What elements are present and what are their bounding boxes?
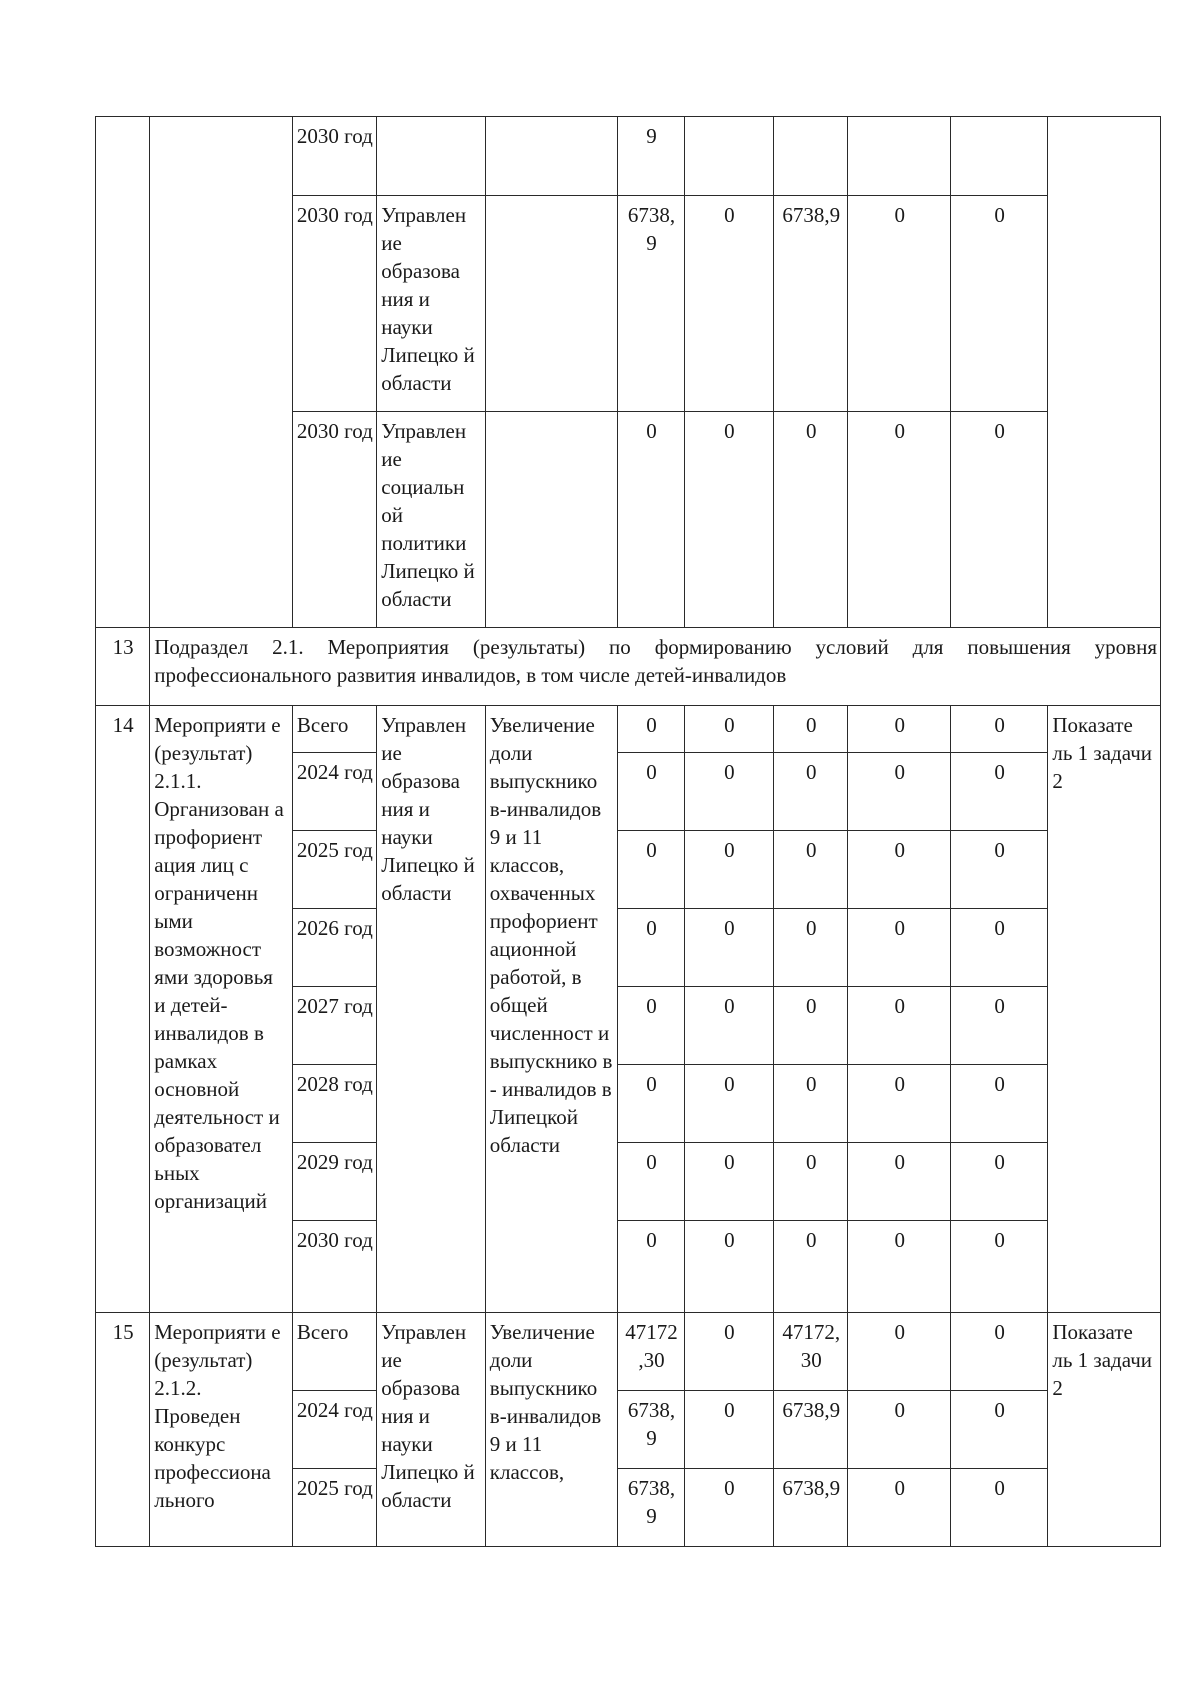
value-cell: 47172, 30 [774, 1313, 848, 1391]
value-cell: 0 [618, 831, 684, 909]
value-cell: 9 [618, 117, 684, 196]
value-cell: 47172 ,30 [618, 1313, 684, 1391]
value-cell: 6738,9 [774, 1391, 848, 1469]
value-cell: 0 [774, 909, 848, 987]
indicator-cell [485, 117, 618, 196]
value-cell [950, 117, 1047, 196]
year-cell: Всего [292, 1313, 376, 1391]
value-cell: 0 [618, 1065, 684, 1143]
value-cell: 0 [684, 1391, 773, 1469]
value-cell: 0 [848, 706, 950, 753]
value-cell: 0 [774, 987, 848, 1065]
note-cell: Показате ль 1 задачи 2 [1048, 1313, 1161, 1547]
value-cell: 0 [950, 1221, 1047, 1313]
section-row [96, 628, 1161, 706]
value-cell: 0 [684, 909, 773, 987]
indicator-cell: Увеличение доли выпускнико в-инвалидов 9 и 11 классов, [485, 1313, 618, 1547]
value-cell [774, 117, 848, 196]
indicator-cell [485, 412, 618, 628]
org-cell: Управлен ие образова ния и науки Липецко й области [377, 196, 486, 412]
value-cell [684, 117, 773, 196]
measure-cell: Мероприяти е (результат) 2.1.2. Проведен конкурс профессиона льного [150, 1313, 293, 1547]
value-cell: 0 [950, 831, 1047, 909]
value-cell: 0 [950, 706, 1047, 753]
org-cell: Управлен ие социальн ой политики Липецко й области [377, 412, 486, 628]
value-cell: 6738, 9 [618, 1469, 684, 1547]
value-cell: 0 [618, 706, 684, 753]
measure-cell [150, 117, 293, 628]
value-cell: 0 [950, 196, 1047, 412]
value-cell: 0 [848, 753, 950, 831]
year-cell: 2030 год [292, 1221, 376, 1313]
value-cell: 0 [848, 412, 950, 628]
note-cell [1048, 117, 1161, 628]
value-cell: 0 [848, 196, 950, 412]
value-cell: 0 [684, 196, 773, 412]
value-cell: 6738, 9 [618, 196, 684, 412]
value-cell: 0 [618, 1221, 684, 1313]
value-cell: 0 [950, 987, 1047, 1065]
value-cell: 0 [848, 1391, 950, 1469]
year-cell: 2028 год [292, 1065, 376, 1143]
value-cell: 0 [618, 412, 684, 628]
row-number: 13 [96, 628, 150, 706]
program-table [95, 116, 1161, 1547]
value-cell: 0 [774, 753, 848, 831]
value-cell: 0 [684, 987, 773, 1065]
year-cell: 2026 год [292, 909, 376, 987]
value-cell: 0 [774, 1065, 848, 1143]
value-cell: 0 [848, 831, 950, 909]
value-cell: 0 [950, 1143, 1047, 1221]
value-cell: 0 [950, 1391, 1047, 1469]
section-title: Подраздел 2.1. Мероприятия (результаты) по формированию условий для повышения уровня профессионального развития инвалидов, в том числе детей-инвалидов [150, 628, 1161, 706]
year-cell: 2030 год [292, 196, 376, 412]
note-cell: Показате ль 1 задачи 2 [1048, 706, 1161, 1313]
year-cell: 2030 год [292, 412, 376, 628]
value-cell: 0 [950, 1065, 1047, 1143]
value-cell: 0 [684, 1313, 773, 1391]
value-cell: 0 [950, 1469, 1047, 1547]
value-cell: 0 [848, 1065, 950, 1143]
value-cell: 0 [684, 706, 773, 753]
year-cell: 2024 год [292, 1391, 376, 1469]
value-cell: 0 [774, 1143, 848, 1221]
value-cell: 0 [618, 753, 684, 831]
value-cell: 0 [848, 909, 950, 987]
table-row [96, 117, 1161, 196]
value-cell: 0 [848, 1221, 950, 1313]
value-cell: 6738,9 [774, 196, 848, 412]
year-cell: 2025 год [292, 1469, 376, 1547]
year-cell: Всего [292, 706, 376, 753]
value-cell [848, 117, 950, 196]
value-cell: 0 [848, 1143, 950, 1221]
value-cell: 0 [950, 909, 1047, 987]
year-cell: 2029 год [292, 1143, 376, 1221]
row-number: 14 [96, 706, 150, 1313]
org-cell: Управлен ие образова ния и науки Липецко й области [377, 706, 486, 1313]
value-cell: 6738,9 [774, 1469, 848, 1547]
table-row [96, 706, 1161, 753]
table-row [96, 1313, 1161, 1391]
value-cell: 0 [684, 1065, 773, 1143]
value-cell: 0 [848, 1313, 950, 1391]
value-cell: 0 [774, 706, 848, 753]
year-cell: 2027 год [292, 987, 376, 1065]
year-cell: 2030 год [292, 117, 376, 196]
value-cell: 0 [684, 1469, 773, 1547]
value-cell: 0 [950, 753, 1047, 831]
org-cell: Управлен ие образова ния и науки Липецко й области [377, 1313, 486, 1547]
value-cell: 0 [684, 831, 773, 909]
value-cell: 0 [950, 412, 1047, 628]
value-cell: 0 [684, 412, 773, 628]
value-cell: 0 [774, 831, 848, 909]
value-cell: 6738, 9 [618, 1391, 684, 1469]
value-cell: 0 [848, 987, 950, 1065]
value-cell: 0 [950, 1313, 1047, 1391]
value-cell: 0 [774, 1221, 848, 1313]
year-cell: 2024 год [292, 753, 376, 831]
num-cell [96, 117, 150, 628]
year-cell: 2025 год [292, 831, 376, 909]
value-cell: 0 [684, 1143, 773, 1221]
indicator-cell [485, 196, 618, 412]
org-cell [377, 117, 486, 196]
value-cell: 0 [618, 909, 684, 987]
value-cell: 0 [618, 1143, 684, 1221]
value-cell: 0 [684, 753, 773, 831]
row-number: 15 [96, 1313, 150, 1547]
measure-cell: Мероприяти е (результат) 2.1.1. Организован а профориент ация лиц с ограниченн ыми возможност ями здоровья и детей-инвалидов в рамках основной деятельност и образовател ьных организаций [150, 706, 293, 1313]
value-cell: 0 [618, 987, 684, 1065]
value-cell: 0 [684, 1221, 773, 1313]
value-cell: 0 [774, 412, 848, 628]
indicator-cell: Увеличение доли выпускнико в-инвалидов 9 и 11 классов, охваченных профориент ационной работой, в общей численност и выпускнико в - инвалидов в Липецкой области [485, 706, 618, 1313]
value-cell: 0 [848, 1469, 950, 1547]
